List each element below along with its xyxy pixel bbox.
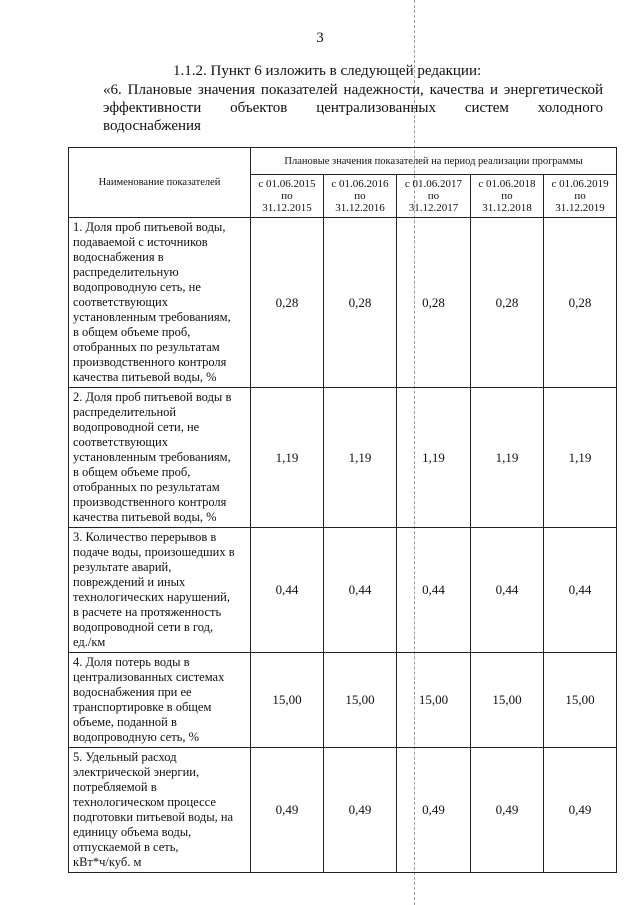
indicator-name-cell bbox=[69, 653, 251, 748]
indicator-name-line: водопроводную сеть, % bbox=[73, 730, 200, 744]
period-column-header bbox=[397, 175, 471, 218]
indicator-value-cell: 0,44 bbox=[471, 528, 544, 653]
paragraph-item-6: «6. Плановые значения показателей надежности, качества и энергетической эффективности объектов централизованных систем холодного bbox=[103, 82, 603, 116]
indicator-name-cell bbox=[69, 388, 251, 528]
indicator-name-cell bbox=[69, 218, 251, 388]
period-column-mid: по bbox=[427, 190, 440, 202]
indicator-name-line: отобранных по результатам bbox=[73, 480, 220, 494]
period-column-to: 31.12.2017 bbox=[408, 202, 459, 214]
paragraph-amendment: 1.1.2. Пункт 6 изложить в следующей редакции: bbox=[173, 63, 482, 79]
period-column-mid: по bbox=[501, 190, 513, 202]
period-column-to: 31.12.2018 bbox=[482, 202, 532, 214]
table-row bbox=[69, 528, 617, 653]
indicator-name-line: транспортировке в общем bbox=[73, 700, 212, 714]
indicator-name-line: водопроводную сеть, не bbox=[73, 280, 201, 294]
indicator-value-cell: 1,19 bbox=[251, 388, 324, 528]
period-column-header bbox=[251, 175, 324, 218]
indicator-name-line: повреждений и иных bbox=[73, 575, 186, 589]
indicator-value-cell: 0,44 bbox=[544, 528, 617, 653]
indicator-name-line: 5. Удельный расход bbox=[73, 750, 177, 764]
indicator-name-line: соответствующих bbox=[73, 435, 168, 449]
period-column-header bbox=[544, 175, 617, 218]
indicator-name-line: производственного контроля bbox=[73, 355, 227, 369]
page-number: 3 bbox=[316, 30, 324, 46]
indicator-name-line: отпускаемой в сеть, bbox=[73, 840, 179, 854]
indicator-value-cell: 0,28 bbox=[544, 218, 617, 388]
indicator-value-cell: 15,00 bbox=[251, 653, 324, 748]
indicator-name-line: качества питьевой воды, % bbox=[73, 370, 217, 384]
period-column-mid: по bbox=[281, 190, 293, 202]
indicator-value-cell: 1,19 bbox=[397, 388, 471, 528]
period-column-mid: по bbox=[574, 190, 586, 202]
indicator-name-line: водопроводной сети в год, bbox=[73, 620, 214, 634]
indicator-value-cell: 0,44 bbox=[251, 528, 324, 653]
period-column-mid: по bbox=[354, 190, 366, 202]
indicator-value-cell: 0,49 bbox=[397, 748, 471, 873]
indicator-name-line: подаваемой с источников bbox=[73, 235, 208, 249]
period-column-from: с 01.06.2019 bbox=[551, 178, 609, 190]
indicator-value-cell: 1,19 bbox=[471, 388, 544, 528]
indicator-value-cell: 0,44 bbox=[324, 528, 397, 653]
period-column-header bbox=[324, 175, 397, 218]
period-column-to: 31.12.2016 bbox=[335, 202, 385, 214]
indicator-name-line: производственного контроля bbox=[73, 495, 227, 509]
period-header: Плановые значения показателей на период реализации программы bbox=[251, 148, 617, 175]
indicator-name-line: 1. Доля проб питьевой воды, bbox=[73, 220, 226, 234]
period-column-from: с 01.06.2017 bbox=[404, 178, 463, 190]
table-row bbox=[69, 218, 617, 388]
indicator-name-line: распределительной bbox=[73, 405, 177, 419]
indicator-value-cell: 0,49 bbox=[324, 748, 397, 873]
indicator-name-line: 2. Доля проб питьевой воды в bbox=[73, 390, 232, 404]
indicator-name-line: в общем объеме проб, bbox=[73, 465, 191, 479]
indicator-name-line: водопроводной сети, не bbox=[73, 420, 200, 434]
period-column-from: с 01.06.2016 bbox=[331, 178, 389, 190]
period-column-to: 31.12.2019 bbox=[555, 202, 605, 214]
indicator-name-line: объеме, поданной в bbox=[73, 715, 177, 729]
indicator-name-line: 4. Доля потерь воды в bbox=[73, 655, 190, 669]
indicator-name-cell bbox=[69, 748, 251, 873]
indicators-table bbox=[68, 147, 617, 873]
indicator-value-cell: 0,49 bbox=[544, 748, 617, 873]
table-row bbox=[69, 653, 617, 748]
paragraph-item-6-end: водоснабжения bbox=[103, 118, 201, 134]
period-column-from: с 01.06.2015 bbox=[258, 178, 316, 190]
indicator-name-line: результате аварий, bbox=[73, 560, 172, 574]
name-column-header: Наименование показателей bbox=[69, 148, 251, 218]
indicator-value-cell: 1,19 bbox=[324, 388, 397, 528]
indicator-name-line: технологическом процессе bbox=[73, 795, 216, 809]
indicator-name-line: в общем объеме проб, bbox=[73, 325, 191, 339]
indicator-value-cell: 15,00 bbox=[324, 653, 397, 748]
indicator-value-cell: 0,28 bbox=[471, 218, 544, 388]
indicator-name-line: водоснабжения в bbox=[73, 250, 164, 264]
period-column-from: с 01.06.2018 bbox=[478, 178, 536, 190]
indicator-value-cell: 0,28 bbox=[251, 218, 324, 388]
indicator-name-line: распределительную bbox=[73, 265, 179, 279]
indicator-name-line: кВт*ч/куб. м bbox=[73, 855, 142, 869]
indicator-name-line: единицу объема воды, bbox=[73, 825, 192, 839]
indicator-name-line: водоснабжения при ее bbox=[73, 685, 192, 699]
indicator-value-cell: 15,00 bbox=[397, 653, 471, 748]
indicator-name-line: установленным требованиям, bbox=[73, 310, 231, 324]
indicator-name-line: потребляемой в bbox=[73, 780, 157, 794]
indicator-name-line: качества питьевой воды, % bbox=[73, 510, 217, 524]
indicator-name-line: ед./км bbox=[73, 635, 106, 649]
indicator-value-cell: 0,44 bbox=[397, 528, 471, 653]
indicator-name-line: соответствующих bbox=[73, 295, 168, 309]
indicator-name-line: 3. Количество перерывов в bbox=[73, 530, 217, 544]
indicator-value-cell: 1,19 bbox=[544, 388, 617, 528]
indicator-name-line: установленным требованиям, bbox=[73, 450, 231, 464]
indicator-name-line: централизованных системах bbox=[73, 670, 225, 684]
table-body bbox=[69, 218, 617, 873]
indicator-value-cell: 15,00 bbox=[544, 653, 617, 748]
period-column-header bbox=[471, 175, 544, 218]
indicator-name-line: подготовки питьевой воды, на bbox=[73, 810, 234, 824]
indicator-value-cell: 0,28 bbox=[397, 218, 471, 388]
period-column-to: 31.12.2015 bbox=[262, 202, 312, 214]
indicator-name-line: в расчете на протяженность bbox=[73, 605, 222, 619]
indicator-value-cell: 0,28 bbox=[324, 218, 397, 388]
table-row bbox=[69, 748, 617, 873]
table-header bbox=[69, 148, 617, 218]
indicator-name-line: технологических нарушений, bbox=[73, 590, 230, 604]
indicator-name-cell bbox=[69, 528, 251, 653]
indicator-value-cell: 0,49 bbox=[471, 748, 544, 873]
table-row bbox=[69, 388, 617, 528]
indicator-value-cell: 0,49 bbox=[251, 748, 324, 873]
indicator-name-line: подаче воды, произошедших в bbox=[73, 545, 235, 559]
indicator-name-line: отобранных по результатам bbox=[73, 340, 220, 354]
indicator-name-line: электрической энергии, bbox=[73, 765, 200, 779]
indicator-value-cell: 15,00 bbox=[471, 653, 544, 748]
